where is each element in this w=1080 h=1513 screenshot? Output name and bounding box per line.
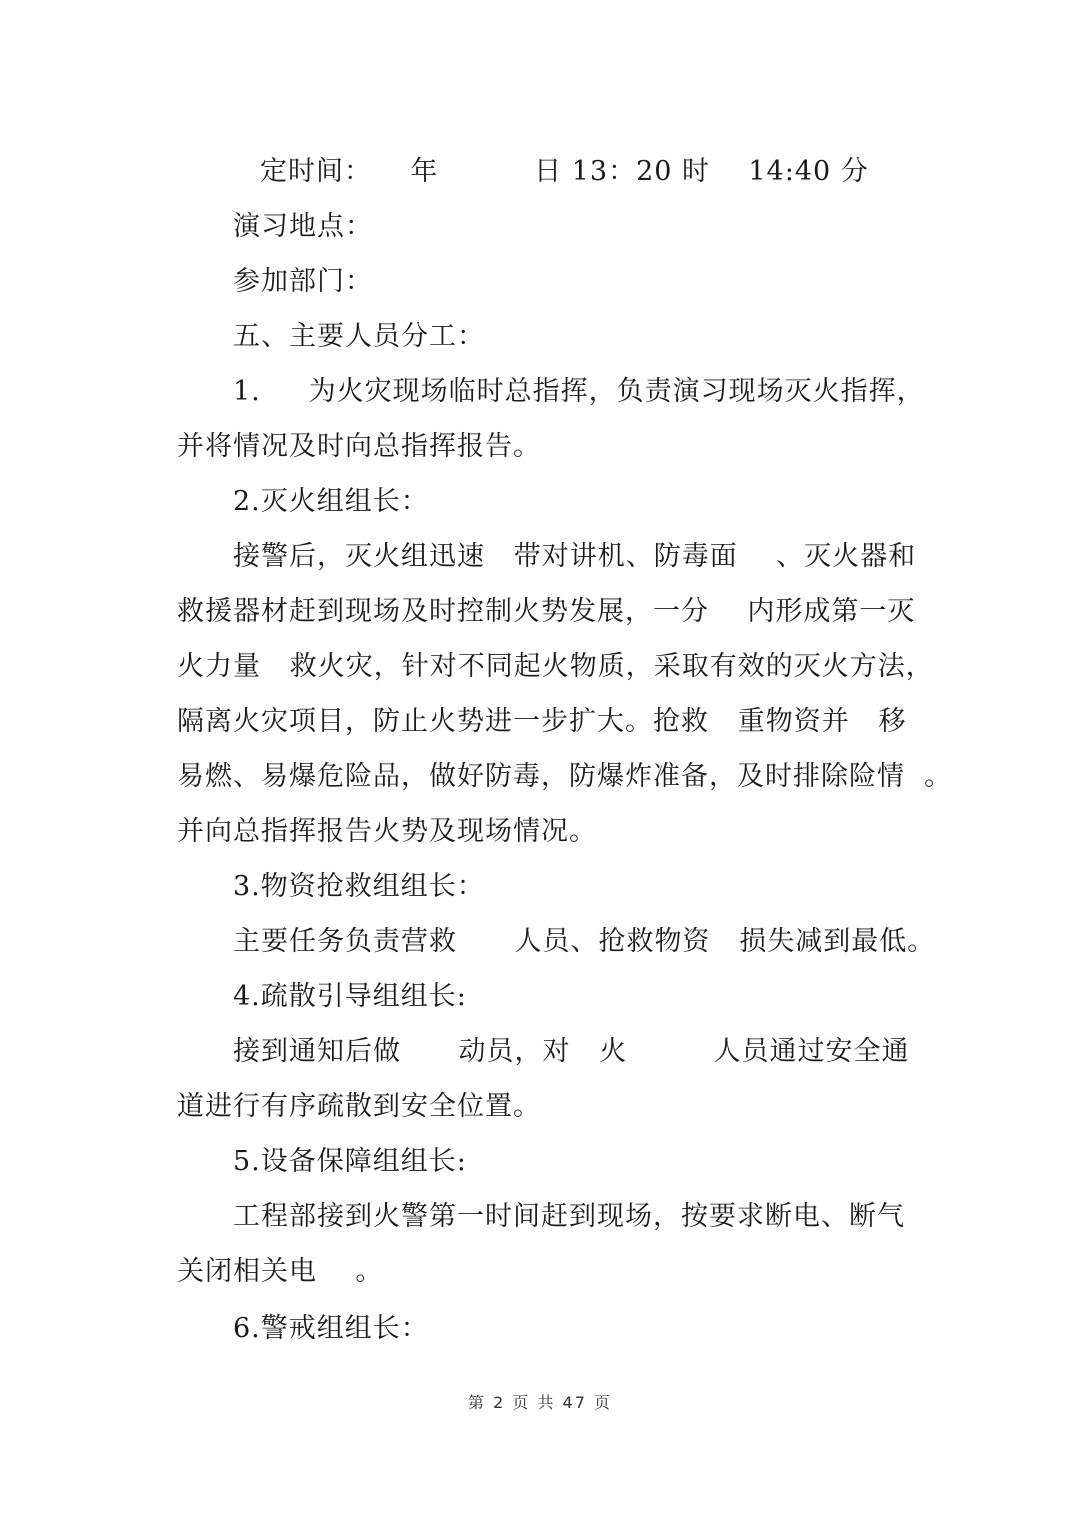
text-line: 接警后，灭火组迅速 带对讲机、防毒面 、灭火器和	[233, 541, 917, 572]
text-line-departments: 参加部门：	[233, 266, 373, 297]
text-line: 救援器材赶到现场及时控制火势发展，一分 内形成第一灭	[177, 596, 916, 627]
subsection-heading: 3.物资抢救组组长：	[233, 871, 485, 902]
text-line: 并将情况及时向总指挥报告。	[177, 431, 541, 462]
text-line: 接到通知后做 动员，对 火 人员通过安全通	[233, 1036, 910, 1067]
text-line: 1. 为火灾现场临时总指挥，负责演习现场灭火指挥，	[233, 376, 925, 407]
text-line-time: 定时间： 年 日 13：20 时 14:40 分	[260, 156, 869, 187]
subsection-heading: 2.灭火组组长：	[233, 486, 429, 517]
text-line: 工程部接到火警第一时间赶到现场，按要求断电、断气	[233, 1201, 905, 1232]
text-line-location: 演习地点：	[233, 211, 373, 242]
subsection-heading: 5.设备保障组组长:	[233, 1146, 467, 1177]
text-line: 易燃、易爆危险品，做好防毒，防爆炸准备，及时排除险情 。	[177, 761, 953, 792]
page-number-footer: 第 2 页 共 47 页	[468, 1393, 612, 1412]
subsection-heading: 4.疏散引导组组长:	[233, 981, 467, 1012]
text-line: 并向总指挥报告火势及现场情况。	[177, 816, 597, 847]
text-line: 主要任务负责营救 人员、抢救物资 损失减到最低。	[233, 926, 936, 957]
text-line: 关闭相关电 。	[177, 1256, 384, 1287]
text-line: 火力量 救火灾，针对不同起火物质，采取有效的灭火方法，	[177, 651, 934, 682]
text-line: 道进行有序疏散到安全位置。	[177, 1091, 541, 1122]
section-heading: 五、主要人员分工：	[233, 321, 485, 352]
text-line: 隔离火灾项目，防止火势进一步扩大。抢救 重物资并 移	[177, 706, 907, 737]
subsection-heading: 6.警戒组组长：	[233, 1313, 429, 1344]
